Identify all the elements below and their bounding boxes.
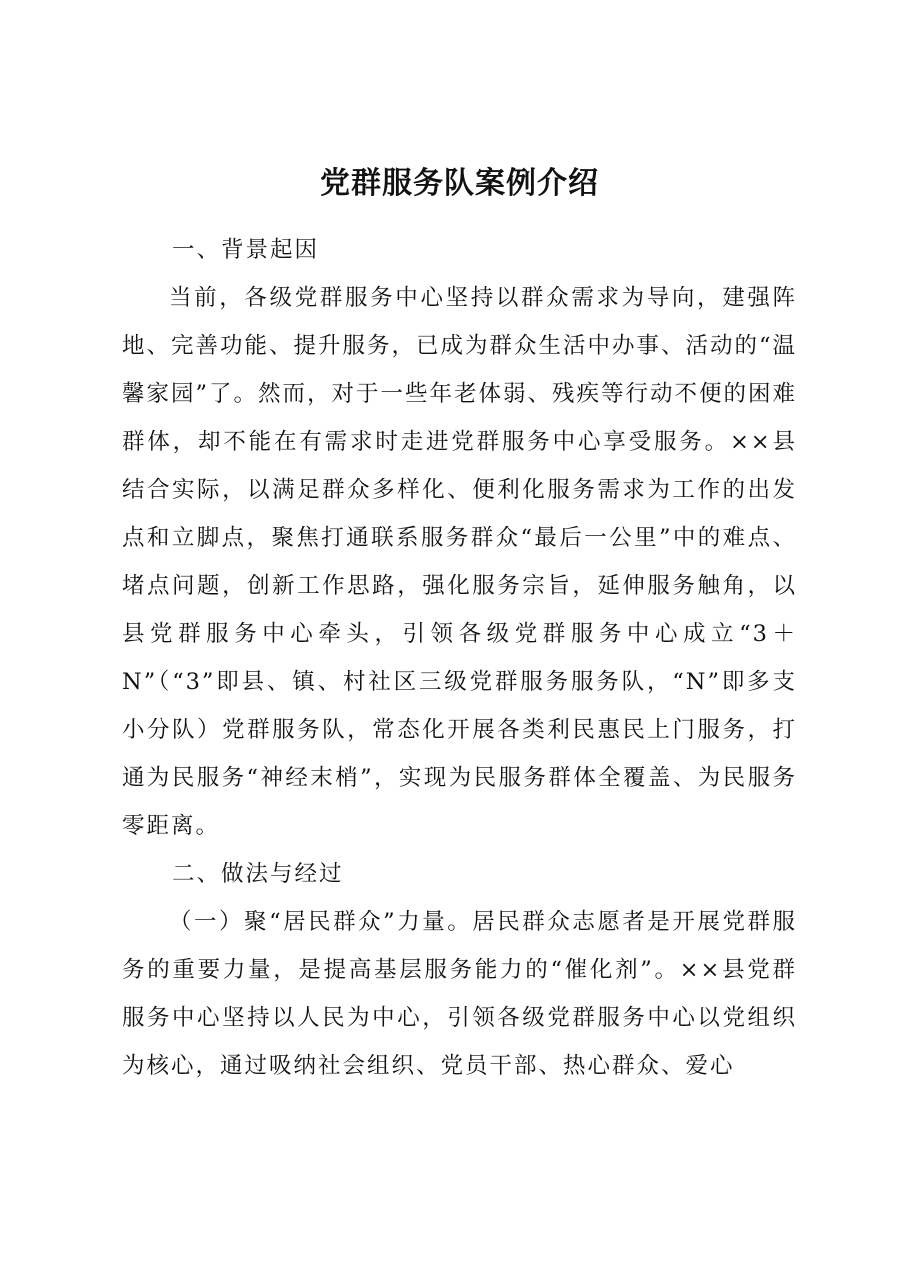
section-heading-methods: 二、做法与经过 (172, 861, 344, 887)
paragraph-background: 当前，各级党群服务中心坚持以群众需求为导向，建强阵地、完善功能、提升服务，已成为群众生活中办事、活动的“温馨家园”了。然而，对于一些年老体弱、残疾等行动不便的困难群体，却不能在有需求时走进党群服务中心享受服务。××县结合实际，以满足群众多样化、便利化服务需求为工作的出发点和立脚点，聚焦打通联系服务群众“最后一公里”中的难点、堵点问题，创新工作思路，强化服务宗旨，延伸服务触角，以县党群服务中心牵头，引领各级党群服务中心成立“3＋N”（“3”即县、镇、村社区三级党群服务服务队，“N”即多支小分队）党群服务队，常态化开展各类利民惠民上门服务，打通为民服务“神经末梢”，实现为民服务群体全覆盖、为民服务零距离。 (122, 285, 798, 839)
paragraph-methods: （一）聚“居民群众”力量。居民群众志愿者是开展党群服务的重要力量，是提高基层服务能力的“催化剂”。××县党群服务中心坚持以人民为中心，引领各级党群服务中心以党组织为核心，通过吸纳社会组织、党员干部、热心群众、爱心 (122, 909, 797, 1079)
document-title: 党群服务队案例介绍 (320, 166, 599, 201)
section-heading-background: 一、背景起因 (172, 237, 320, 263)
